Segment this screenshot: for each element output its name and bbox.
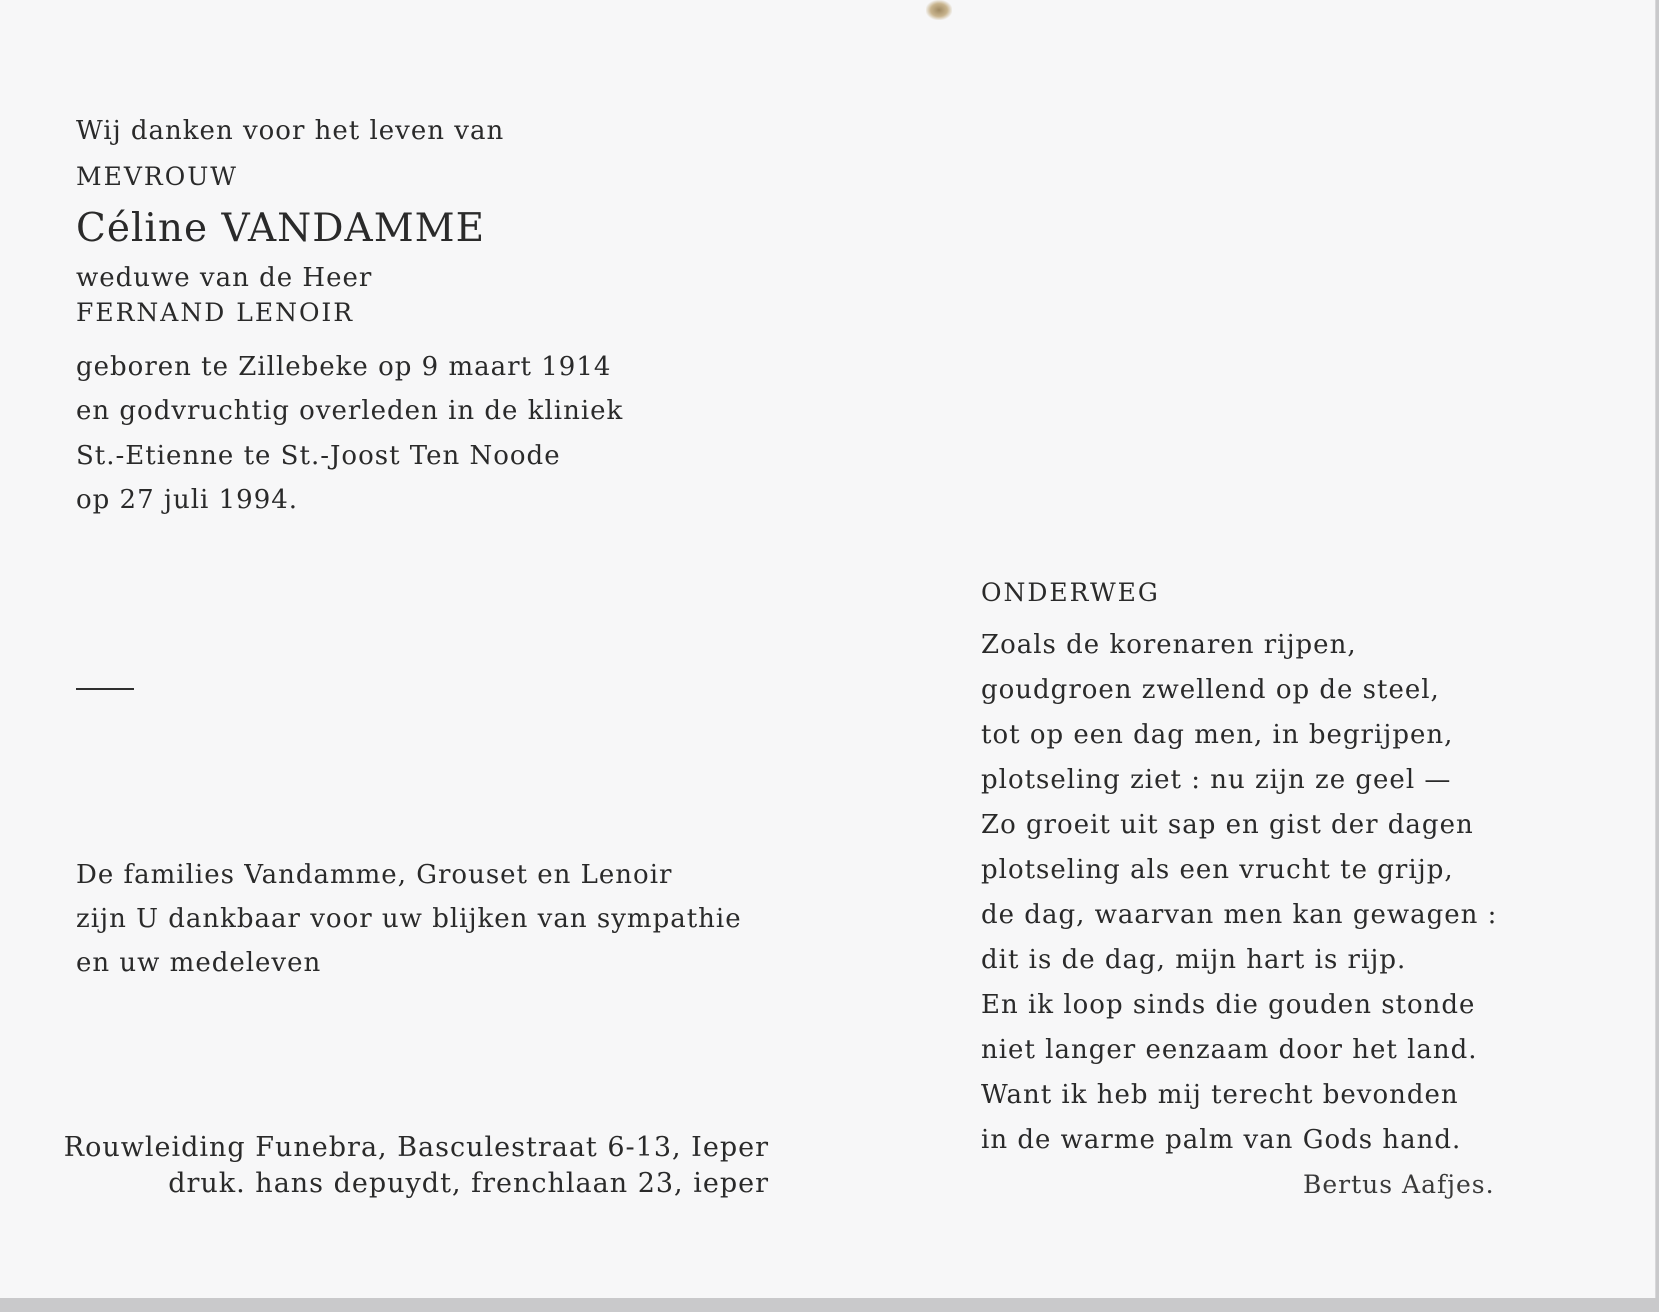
poem-line: Want ik heb mij terecht bevonden: [981, 1080, 1459, 1110]
thanks-line-1: De families Vandamme, Grouset en Lenoir: [76, 860, 673, 890]
poem-line: Zoals de korenaren rijpen,: [981, 630, 1357, 660]
poem-line: niet langer eenzaam door het land.: [981, 1035, 1478, 1065]
thanks-line-2: zijn U dankbaar voor uw blijken van sympathie: [76, 904, 742, 934]
poem-line: plotseling als een vrucht te grijp,: [981, 855, 1454, 885]
poem-line: dit is de dag, mijn hart is rijp.: [981, 945, 1407, 975]
widow-of-line: weduwe van de Heer: [76, 263, 373, 293]
birth-line: geboren te Zillebeke op 9 maart 1914: [76, 352, 612, 382]
separator-dash: [76, 688, 134, 690]
printer-line: druk. hans depuydt, frenchlaan 23, ieper: [168, 1168, 769, 1199]
deceased-name: Céline VANDAMME: [76, 206, 486, 251]
death-date-line: op 27 juli 1994.: [76, 485, 299, 515]
poem-author: Bertus Aafjes.: [1303, 1170, 1495, 1199]
poem-line: in de warme palm van Gods hand.: [981, 1125, 1462, 1155]
title-mevrouw: MEVROUW: [76, 162, 238, 191]
thanks-line-3: en uw medeleven: [76, 948, 322, 978]
stain-mark: [926, 0, 952, 20]
poem-line: de dag, waarvan men kan gewagen :: [981, 900, 1498, 930]
poem-line: plotseling ziet : nu zijn ze geel —: [981, 765, 1452, 795]
intro-line: Wij danken voor het leven van: [76, 116, 505, 146]
poem-line: goudgroen zwellend op de steel,: [981, 675, 1440, 705]
poem-line: Zo groeit uit sap en gist der dagen: [981, 810, 1474, 840]
poem-line: tot op een dag men, in begrijpen,: [981, 720, 1454, 750]
death-line: en godvruchtig overleden in de kliniek: [76, 396, 624, 426]
poem-title: ONDERWEG: [981, 578, 1160, 607]
clinic-line: St.-Etienne te St.-Joost Ten Noode: [76, 441, 561, 471]
husband-name: FERNAND LENOIR: [76, 298, 355, 327]
poem-line: En ik loop sinds die gouden stonde: [981, 990, 1476, 1020]
funeral-home-line: Rouwleiding Funebra, Basculestraat 6-13, Ieper: [63, 1132, 769, 1163]
